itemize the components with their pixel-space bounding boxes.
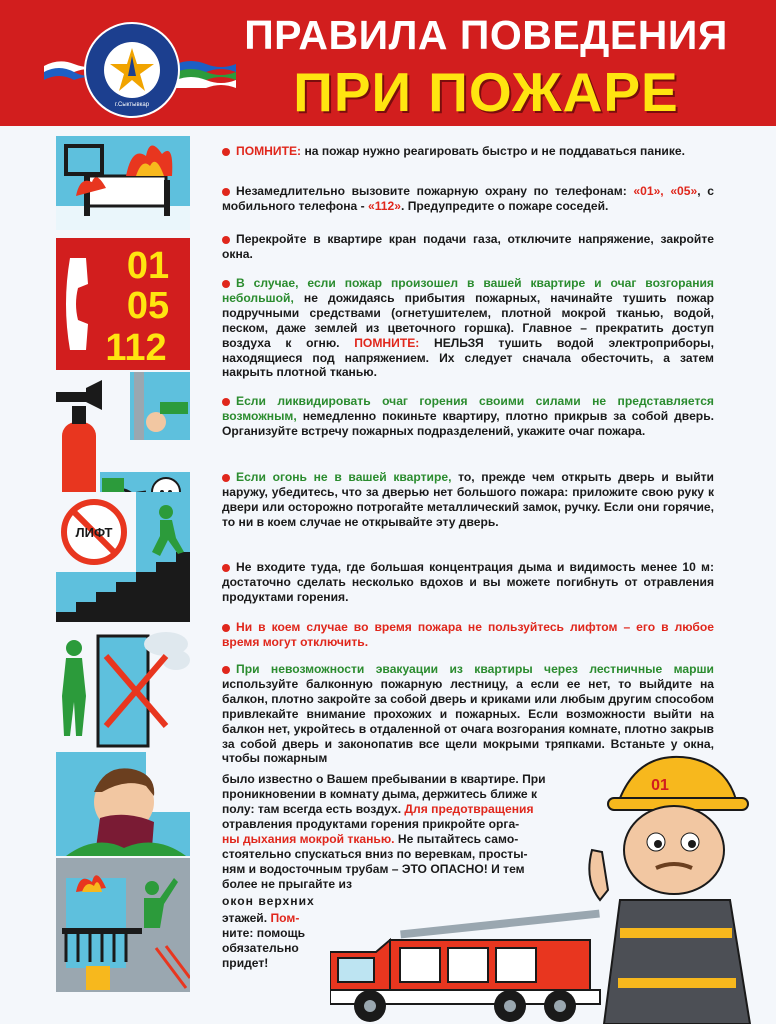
- bullet-red: [222, 398, 230, 406]
- tail-line-3: полу: там всегда есть воздух. Для предотвращения: [222, 802, 534, 816]
- rule-7: Не входите туда, где большая концентрация дыма и видимость менее 10 м: достаточно сделать несколько вдохов и вы можете погибнуть от отравления продуктами горения.: [222, 560, 714, 604]
- closed-door-smoke-icon: [56, 626, 190, 752]
- header-banner: [0, 0, 776, 126]
- tail-line-11: ните: помощь: [222, 926, 306, 940]
- bullet-red: [222, 564, 230, 572]
- fireman-character-icon: [580, 750, 776, 1024]
- phone-112: 112: [105, 327, 167, 369]
- tail-line-5: ны дыхания мокрой тканью. Не пытайтесь само-: [222, 832, 519, 846]
- title-line-2: ПРИ ПОЖАРЕ: [293, 61, 679, 123]
- rule-1: ПОМНИТЕ: на пожар нужно реагировать быстро и не поддаваться панике.: [222, 144, 714, 159]
- tail-line-4: отравления продуктами горения прикройте орга-: [222, 817, 520, 831]
- rule-3: Перекройте в квартире кран подачи газа, отключите напряжение, закройте окна.: [222, 232, 714, 261]
- bullet-red: [222, 624, 230, 632]
- bedroom-fire-icon: [56, 136, 190, 230]
- rule-8: Ни в коем случае во время пожара не пользуйтесь лифтом – его в любое время могут отключить.: [222, 620, 714, 649]
- title-line-1: ПРАВИЛА ПОВЕДЕНИЯ: [244, 12, 728, 58]
- tail-line-1: было известно о Вашем пребывании в квартире. При: [222, 772, 546, 786]
- rule-9: При невозможности эвакуации из квартиры через лестничные марши используйте балконную пожарную лестницу, а если ее нет, то выйдите на балкон, плотно закройте за собой дверь и криками или любым другим способом привлекайте внимание прохожих и пожарных. Если возможности выйти на балкон нет, укройтесь в отдаленной от очага возгорания комнате, плотно закрыв за собой дверь и законопатив все щели мокрыми тряпками. Встаньте у окна, чтобы пожарным: [222, 662, 714, 766]
- balcony-help-icon: [56, 858, 190, 992]
- emergency-service-emblem: [84, 22, 180, 118]
- tail-line-12: обязательно: [222, 941, 299, 955]
- no-lift-stairs-icon: [56, 492, 190, 622]
- tail-line-13: придет!: [222, 956, 269, 970]
- tail-line-8: более не прыгайте из: [222, 877, 352, 891]
- bullet-red: [222, 280, 230, 288]
- tail-line-7: ням и водосточным трубам – ЭТО ОПАСНО! И тем: [222, 862, 525, 876]
- phone-05: 05: [126, 285, 170, 327]
- rule-4: В случае, если пожар произошел в вашей квартире и очаг возгорания небольшой, не дожидаясь прибытия пожарных, начинайте тушить пожар подручными средствами (огнетушителем, плотной мокрой тканью, водой, песком, даже землей из цветочного горшка). Главное – прекратить доступ воздуха к огню. ПОМНИТЕ: НЕЛЬЗЯ тушить водой электроприборы, находящиеся под напряжением. Их следует сначала обесточить, а затем накрыть плотной тканью.: [222, 276, 714, 380]
- tail-line-2: проникновении в комнату дыма, держитесь ближе к: [222, 787, 538, 801]
- phone-01: 01: [126, 245, 170, 287]
- bullet-red: [222, 474, 230, 482]
- tail-line-6: стоятельно спускаться вниз по веревкам, просты-: [222, 847, 528, 861]
- rule-6: Если огонь не в вашей квартире, то, прежде чем открыть дверь и выйти наружу, убедитесь, что за дверью нет большого пожара: приложите свою руку к двери или осторожно потрогайте металлический замок, ручку. Если они горячие, то ни в коем случае не открывайте эту дверь.: [222, 470, 714, 529]
- star-icon: [104, 42, 160, 98]
- bullet-red: [222, 148, 230, 156]
- emblem-city: г.Сыктывкар: [114, 102, 150, 108]
- cover-mouth-icon: [56, 752, 190, 856]
- emergency-phones-icon: [56, 238, 190, 370]
- tail-line-10: этажей. Пом-: [222, 911, 300, 925]
- rule-5: Если ликвидировать очаг горения своими силами не представляется возможным, немедленно покиньте квартиру, плотно прикрыв за собой дверь. Организуйте встречу пожарных подразделений, укажите очаг пожара.: [222, 394, 714, 438]
- bullet-red: [222, 188, 230, 196]
- bullet-red: [222, 666, 230, 674]
- helmet-number: 01: [651, 777, 669, 794]
- rule-2: Незамедлительно вызовите пожарную охрану по телефонам: «01», «05», с мобильного телефона - «112». Предупредите о пожаре соседей.: [222, 184, 714, 213]
- lift-sign-label: ЛИФТ: [75, 525, 113, 540]
- bullet-red: [222, 236, 230, 244]
- tail-line-9: окон верхних: [222, 894, 315, 908]
